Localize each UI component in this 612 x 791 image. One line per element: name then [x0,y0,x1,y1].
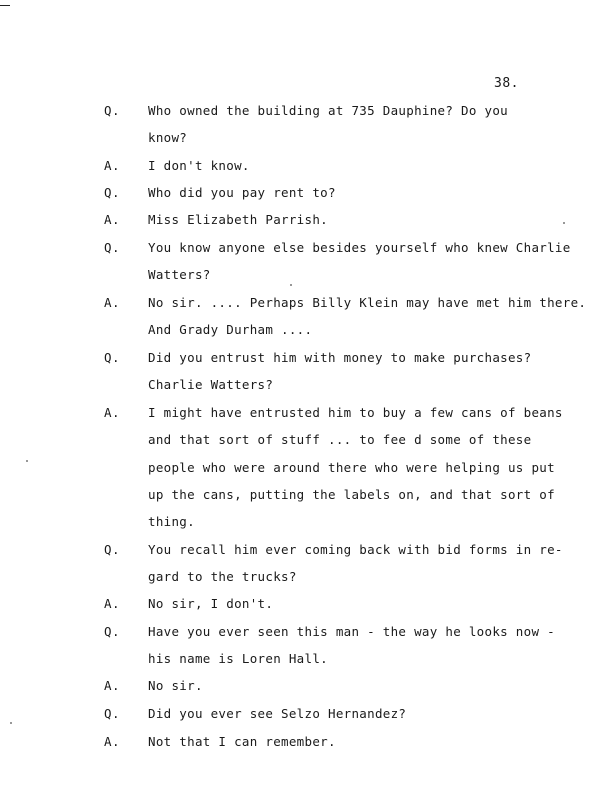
transcript-line [0,596,612,612]
line-text: Have you ever seen this man - the way he looks now - [148,624,555,639]
transcript-line [0,377,612,393]
corner-mark [0,5,10,6]
transcript-line [0,322,612,338]
speaker-label: A. [104,596,121,611]
speaker-label: Q. [104,706,121,721]
transcript-line [0,460,612,476]
speaker-label: Q. [104,103,121,118]
line-text: No sir, I don't. [148,596,274,611]
line-text: up the cans, putting the labels on, and that sort of [148,487,555,502]
speaker-label: A. [104,212,121,227]
transcript-line [0,185,612,201]
transcript-line [0,240,612,256]
line-text: You know anyone else besides yourself who knew Charlie [148,240,571,255]
transcript-line [0,624,612,640]
line-text: Who owned the building at 735 Dauphine? Do you [148,103,508,118]
line-text: Did you ever see Selzo Hernandez? [148,706,407,721]
line-text: And Grady Durham .... [148,322,313,337]
line-text: No sir. .... Perhaps Billy Klein may have met him there. [148,295,587,310]
speaker-label: A. [104,158,121,173]
speaker-label: A. [104,295,121,310]
line-text: You recall him ever coming back with bid forms in re- [148,542,563,557]
transcript-line [0,212,612,228]
speck-mark [290,284,292,286]
speaker-label: Q. [104,624,121,639]
line-text: Miss Elizabeth Parrish. [148,212,328,227]
line-text: Who did you pay rent to? [148,185,336,200]
speaker-label: A. [104,734,121,749]
page-number: 38. [494,76,519,91]
line-text: people who were around there who were helping us put [148,460,555,475]
line-text: know? [148,130,188,145]
transcript-line [0,350,612,366]
transcript-line [0,542,612,558]
line-text: his name is Loren Hall. [148,651,328,666]
transcript-line [0,569,612,585]
transcript-line [0,295,612,311]
speaker-label: A. [104,405,121,420]
transcript-line [0,103,612,119]
line-text: Not that I can remember. [148,734,336,749]
speck-mark [10,722,12,724]
transcript-line [0,651,612,667]
speaker-label: Q. [104,185,121,200]
speaker-label: Q. [104,350,121,365]
transcript-line [0,158,612,174]
transcript-line [0,734,612,750]
transcript-line [0,130,612,146]
line-text: Charlie Watters? [148,377,274,392]
line-text: Did you entrust him with money to make purchases? [148,350,532,365]
line-text: No sir. [148,678,203,693]
transcript-line [0,706,612,722]
line-text: I don't know. [148,158,250,173]
transcript-line [0,432,612,448]
speaker-label: Q. [104,240,121,255]
transcript-line [0,487,612,503]
line-text: thing. [148,514,195,529]
line-text: and that sort of stuff ... to fee d some of these [148,432,532,447]
transcript-line [0,514,612,530]
line-text: I might have entrusted him to buy a few cans of beans [148,405,563,420]
transcript-line [0,267,612,283]
speaker-label: A. [104,678,121,693]
transcript-line [0,678,612,694]
line-text: Watters? [148,267,211,282]
transcript-line [0,405,612,421]
speaker-label: Q. [104,542,121,557]
line-text: gard to the trucks? [148,569,297,584]
